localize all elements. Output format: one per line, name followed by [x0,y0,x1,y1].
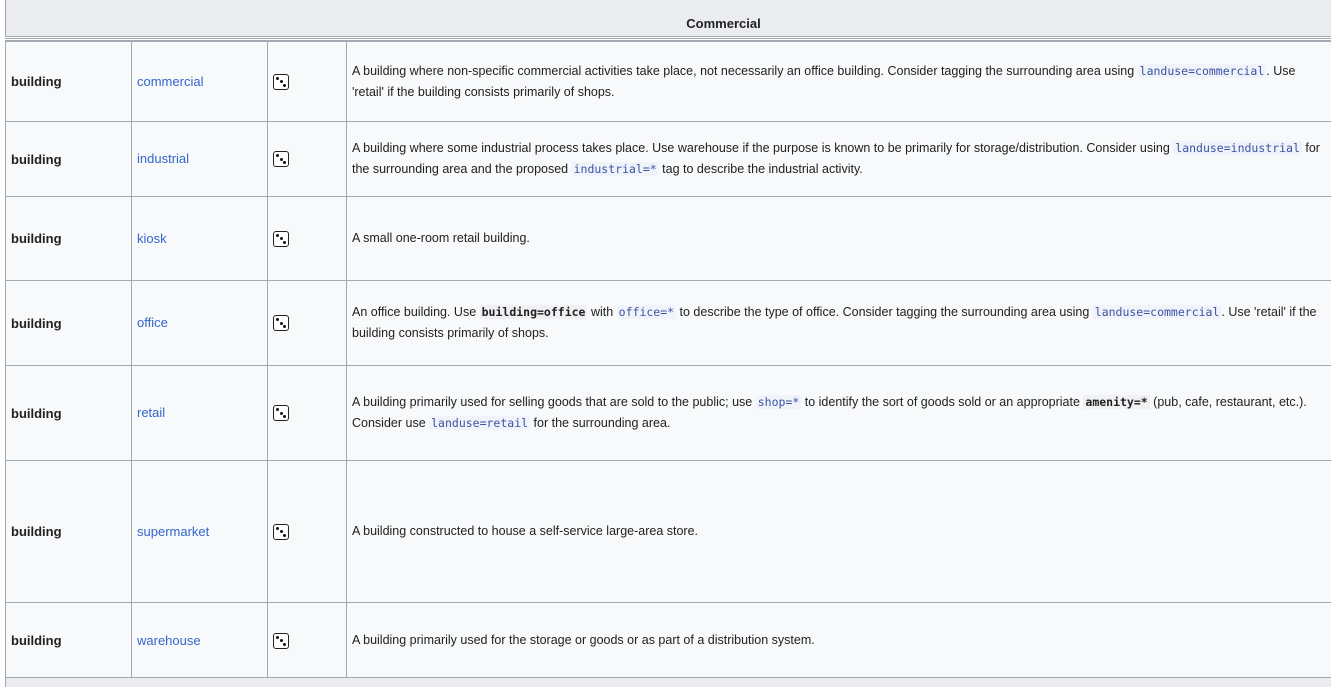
tag-code-link[interactable]: shop=* [757,395,800,409]
tag-description [347,366,1331,461]
table-row [6,461,1331,603]
node-area-icon[interactable] [273,231,289,247]
description-text: . Use 'retail' if the building consists primarily of shops. [352,63,1296,99]
element-type-cell [268,603,347,679]
description-text: to describe the type of office. Consider tagging the surrounding area using [676,305,1093,319]
tag-value-link[interactable]: commercial [137,73,204,89]
tags-table-body [6,42,1331,679]
tag-key: building [6,366,132,461]
tag-key: building [6,122,132,197]
tag-description [347,461,1331,603]
tag-value-link[interactable]: kiosk [137,230,167,246]
tag-value-link[interactable]: warehouse [137,632,201,648]
tag-description [347,197,1331,281]
tag-value-cell [132,122,268,197]
table-footer-row [5,677,1331,687]
description-text: A building primarily used for the storage or goods or as part of a distribution system. [352,633,815,647]
section-header [5,0,1331,37]
tag-value-cell [132,366,268,461]
tag-value-link[interactable]: retail [137,405,166,420]
description-text: A building primarily used for selling goods that are sold to the public; use [352,395,756,409]
node-area-icon[interactable] [273,315,289,331]
tag-value-cell [132,281,268,366]
description-text: A building where some industrial process takes place. Use warehouse if the purpose is known to be primarily for storage/distribution. Consider using [352,141,1174,155]
element-type-cell [268,366,347,461]
description-text: A building where non-specific commercial activities take place, not necessarily an office building. Consider tagging the surrounding area using [352,63,1138,78]
description-text: (pub, cafe, restaurant, etc.). Consider use [352,395,1307,430]
description-text: An office building. Use [352,305,480,319]
table-row [6,42,1331,122]
tag-key: building [6,603,132,679]
node-area-icon[interactable] [273,633,289,649]
table-row [6,197,1331,281]
table-row [6,122,1331,197]
description-text: tag to describe the industrial activity. [658,162,863,176]
tag-value-cell [132,603,268,679]
node-area-icon[interactable] [273,74,289,90]
tag-code-link[interactable]: landuse=industrial [1175,141,1300,155]
element-type-cell [268,281,347,366]
tag-code-bold: building=office [481,305,586,319]
description-text: A building constructed to house a self-service large-area store. [352,524,699,538]
tag-value-cell [132,42,268,122]
tag-value-cell [132,197,268,281]
tag-description [347,42,1331,122]
section-title: Commercial [686,16,761,31]
description-text: for the surrounding area. [530,416,671,430]
tag-value-link[interactable]: industrial [137,151,190,166]
tag-key: building [6,197,132,281]
tag-code-link[interactable]: landuse=commercial [1094,305,1220,319]
description-text: with [587,305,617,319]
tag-key: building [6,281,132,366]
element-type-cell [268,197,347,281]
tag-code-link[interactable]: landuse=retail [431,416,529,430]
tag-key: building [6,42,132,122]
description-text: for the surrounding area and the proposed [352,141,1320,176]
tag-code-bold: amenity=* [1085,395,1148,409]
tag-code-link[interactable]: landuse=commercial [1139,63,1265,78]
description-text: . Use 'retail' if the building consists primarily of shops. [352,305,1317,340]
table-row [6,281,1331,366]
description-text: A small one-room retail building. [352,231,530,245]
node-area-icon[interactable] [273,405,289,421]
tag-code-link[interactable]: industrial=* [573,162,657,176]
tag-key: building [6,461,132,603]
tag-description [347,122,1331,197]
node-area-icon[interactable] [273,524,289,540]
tag-value-cell [132,461,268,603]
tag-value-link[interactable]: supermarket [137,523,210,539]
tag-description [347,603,1331,679]
tag-code-link[interactable]: office=* [618,305,675,319]
element-type-cell [268,461,347,603]
element-type-cell [268,122,347,197]
tags-table [5,41,1331,679]
tag-value-link[interactable]: office [137,315,168,330]
node-area-icon[interactable] [273,151,289,167]
description-text: to identify the sort of goods sold or an appropriate [801,395,1084,409]
table-row [6,366,1331,461]
tag-description [347,281,1331,366]
table-row [6,603,1331,679]
element-type-cell [268,42,347,122]
